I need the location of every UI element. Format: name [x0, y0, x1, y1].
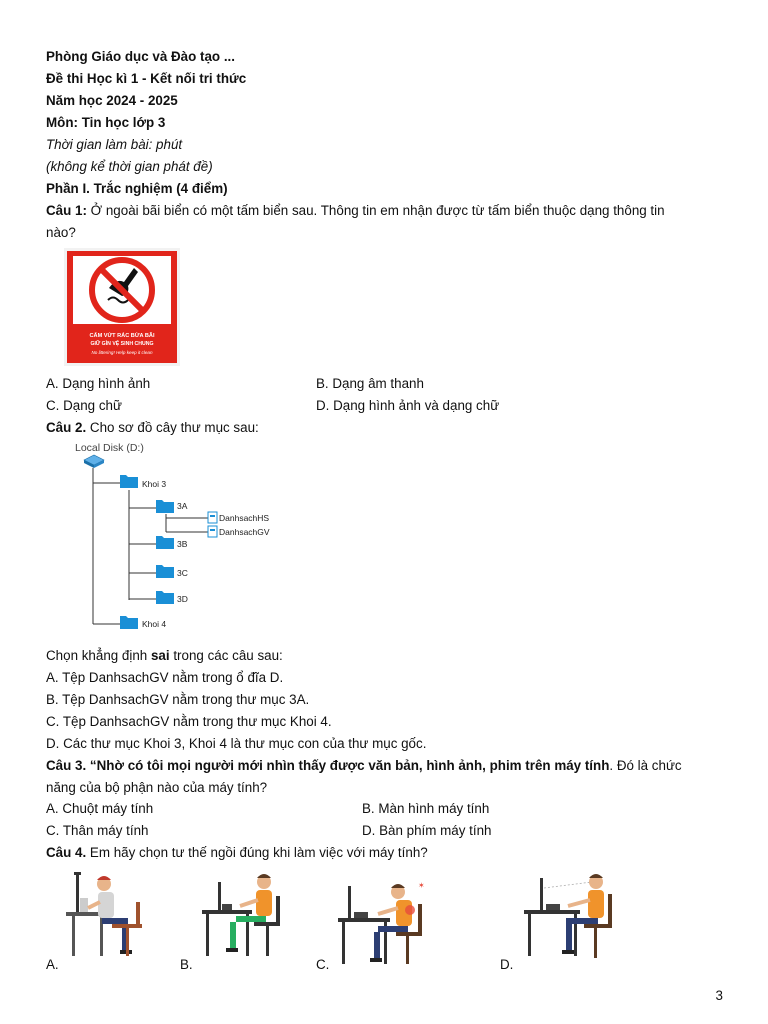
tree-khoi4: Khoi 4 — [142, 619, 167, 629]
q3-option-d: D. Bàn phím máy tính — [362, 823, 492, 838]
section-title: Phần I. Trắc nghiệm (4 điểm) — [46, 181, 228, 196]
q3-text-1: . Đó là chức — [609, 758, 682, 773]
posture-image-b — [200, 868, 290, 960]
q1-option-d: D. Dạng hình ảnh và dạng chữ — [316, 398, 500, 413]
folder-icon-khoi3 — [120, 475, 138, 488]
tree-3b: 3B — [177, 539, 188, 549]
folder-icon-khoi4 — [120, 616, 138, 629]
tree-3c: 3C — [177, 568, 188, 578]
tree-file-danhsachgv: DanhsachGV — [219, 527, 270, 537]
q4-option-c: C. — [316, 957, 330, 972]
q3-quote: “Nhờ có tôi mọi người mới nhìn thấy được văn bản, hình ảnh, phim trên máy tính — [86, 758, 610, 773]
folder-icon-3a — [156, 500, 174, 513]
posture-image-c — [334, 868, 434, 968]
sign-line-1: CẤM VỨT RÁC BỪA BÃI — [89, 333, 155, 339]
q1-text-1: Ở ngoài bãi biển có một tấm biển sau. Thông tin em nhận được từ tấm biển thuộc dạng thông tin — [86, 203, 665, 218]
q2-prompt-post: trong các câu sau: — [169, 648, 283, 663]
q1-option-a: A. Dạng hình ảnh — [46, 376, 151, 391]
sign-line-3: No littering! Help keep it clean — [91, 350, 153, 355]
header-dept: Phòng Giáo dục và Đào tạo ... — [46, 49, 235, 64]
page-number: 3 — [715, 988, 723, 1003]
tree-3a: 3A — [177, 501, 188, 511]
q2-prompt-bold: sai — [150, 648, 170, 663]
posture-image-a — [62, 868, 156, 960]
header-time: Thời gian làm bài: phút — [46, 137, 183, 152]
folder-tree-diagram — [70, 438, 340, 638]
tree-root-label: Local Disk (D:) — [75, 442, 144, 454]
no-littering-sign-image — [64, 248, 180, 366]
folder-icon-3c — [156, 565, 174, 578]
header-subject: Môn: Tin học lớp 3 — [46, 115, 166, 130]
tree-khoi3: Khoi 3 — [142, 479, 167, 489]
drive-icon — [84, 455, 104, 468]
q3-option-c: C. Thân máy tính — [46, 823, 149, 838]
header-exam: Đề thi Học kì 1 - Kết nối tri thức — [46, 71, 247, 86]
sign-line-2: GIỮ GÌN VỆ SINH CHUNG — [90, 341, 154, 347]
q2-option-d: D. Các thư mục Khoi 3, Khoi 4 là thư mục con của thư mục gốc. — [46, 736, 427, 751]
q1-label: Câu 1: — [46, 203, 87, 218]
file-icon-danhsachhs — [208, 512, 217, 523]
tree-3d: 3D — [177, 594, 188, 604]
q1-text — [46, 202, 665, 220]
q4-option-b: B. — [180, 957, 193, 972]
q3-option-b: B. Màn hình máy tính — [362, 801, 490, 816]
file-icon-danhsachgv — [208, 526, 217, 537]
q4-label: Câu 4. — [46, 845, 87, 860]
q2-prompt-pre: Chọn khẳng định — [46, 648, 151, 663]
q2-option-c: C. Tệp DanhsachGV nằm trong thư mục Khoi 4. — [46, 714, 332, 729]
q2-option-a: A. Tệp DanhsachGV nằm trong ổ đĩa D. — [46, 670, 284, 685]
q3-option-a: A. Chuột máy tính — [46, 801, 154, 816]
q3-label: Câu 3. — [46, 758, 87, 773]
q2-prompt — [46, 647, 283, 665]
header-note: (không kể thời gian phát đề) — [46, 159, 213, 174]
q2-text-body: Cho sơ đồ cây thư mục sau: — [86, 420, 259, 435]
q4-option-a: A. — [46, 957, 59, 972]
folder-icon-3b — [156, 536, 174, 549]
q1-option-c: C. Dạng chữ — [46, 398, 122, 413]
q4-text-body: Em hãy chọn tư thế ngồi đúng khi làm việc với máy tính? — [86, 845, 428, 860]
q4-option-d: D. — [500, 957, 514, 972]
pain-mark-icon: ✶ — [418, 881, 425, 890]
folder-icon-3d — [156, 591, 174, 604]
q2-label: Câu 2. — [46, 420, 87, 435]
q3-text-2: năng của bộ phận nào của máy tính? — [46, 780, 268, 795]
posture-image-d — [522, 868, 622, 964]
q3-text — [46, 757, 682, 775]
q2-option-b: B. Tệp DanhsachGV nằm trong thư mục 3A. — [46, 692, 310, 707]
header-year: Năm học 2024 - 2025 — [46, 93, 178, 108]
tree-lines — [93, 468, 208, 624]
q1-option-b: B. Dạng âm thanh — [316, 376, 424, 391]
q1-text-2: nào? — [46, 225, 76, 240]
q2-text — [46, 419, 259, 437]
tree-file-danhsachhs: DanhsachHS — [219, 513, 270, 523]
q4-text — [46, 844, 428, 862]
